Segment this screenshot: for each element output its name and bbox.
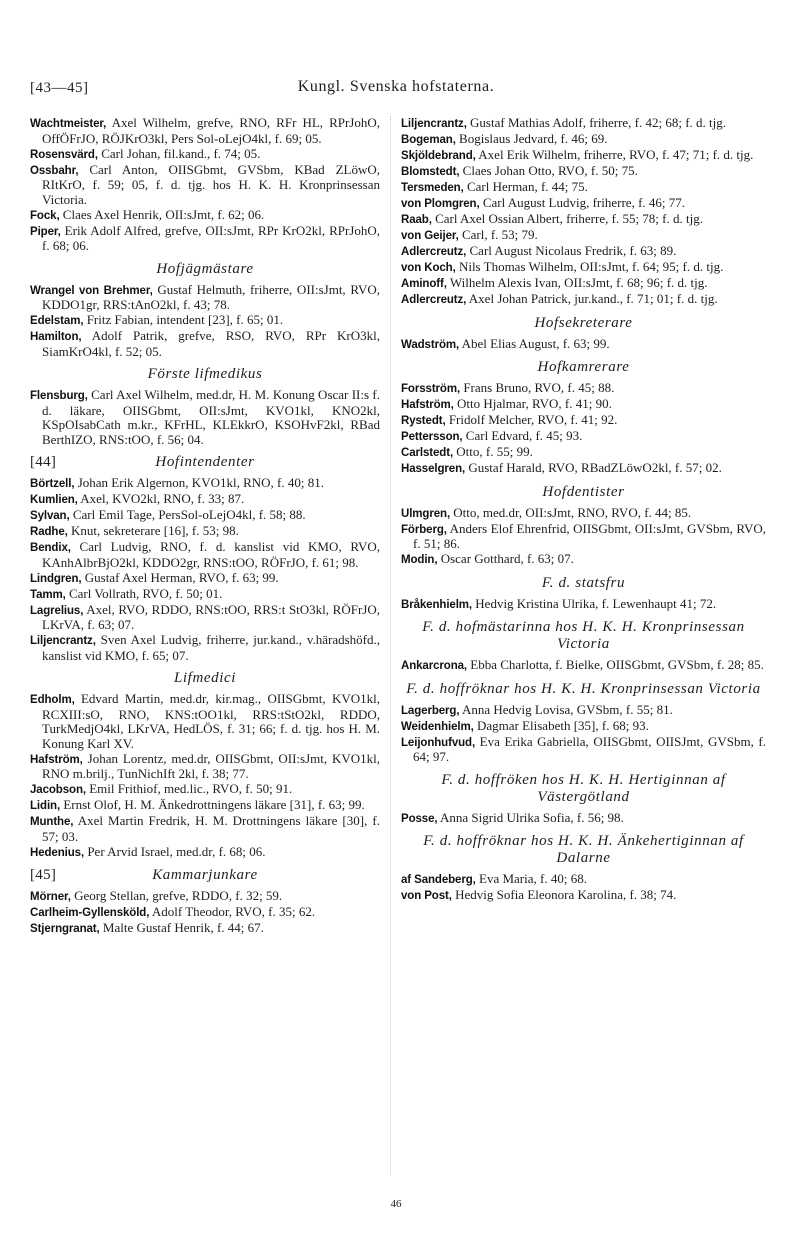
- entry-surname: Aminoff,: [401, 278, 447, 290]
- entry-details: Gustaf Mathias Adolf, friherre, f. 42; 68; f. d. tjg.: [466, 115, 727, 130]
- entry-details: Gustaf Axel Herman, RVO, f. 63; 99.: [81, 569, 279, 585]
- entry-surname: Mörner,: [30, 891, 71, 903]
- section-range: [43—45]: [30, 80, 89, 96]
- entry-surname: Wadström,: [401, 338, 460, 351]
- entry-details: Axel Martin Fredrik, H. M. Drottningens läkare [30], f. 57; 03.: [42, 813, 380, 844]
- entry-surname: Hafström,: [401, 399, 454, 411]
- register-entry: [30, 571, 380, 587]
- entry-surname: Liljencrantz,: [401, 118, 467, 130]
- register-entry: [401, 703, 766, 719]
- register-entry: [401, 337, 766, 353]
- entry-surname: Kumlien,: [30, 494, 78, 506]
- section-heading: [30, 670, 380, 687]
- section-heading-text: F. d. hoffröknar hos H. K. H. Änkehertiginnan af Dalarne: [423, 833, 744, 866]
- entry-surname: Hasselgren,: [401, 463, 466, 475]
- register-entry: [401, 228, 766, 244]
- register-entry: [30, 329, 380, 359]
- entry-details: Anna Hedvig Lovisa, GVSbm, f. 55; 81.: [459, 701, 673, 717]
- entry-details: Adolf Patrik, grefve, RSO, RVO, RPr KrO3kl, SiamKrO4kl, f. 52; 05.: [42, 328, 380, 359]
- register-entry: [401, 658, 766, 674]
- entry-surname: Sylvan,: [30, 510, 70, 522]
- register-entry: [401, 292, 766, 308]
- entry-surname: Bråkenhielm,: [401, 598, 473, 611]
- register-entry: [401, 196, 766, 212]
- register-entry: [30, 587, 380, 603]
- entry-surname: Hafström,: [30, 753, 83, 766]
- register-entry: [401, 445, 766, 461]
- section-heading: [30, 366, 380, 383]
- section-heading: [401, 484, 766, 501]
- register-entry: [30, 692, 380, 751]
- section-heading-text: F. d. hofmästarinna hos H. K. H. Kronprinsessan Victoria: [422, 619, 745, 652]
- entry-surname: Rosensvärd,: [30, 148, 98, 161]
- register-entry: [401, 148, 766, 164]
- right-column: [401, 116, 766, 904]
- section-heading-text: Hofdentister: [542, 483, 625, 500]
- register-entry: [30, 283, 380, 313]
- entry-surname: Rystedt,: [401, 415, 446, 427]
- register-entry: [401, 276, 766, 292]
- entry-details: Gustaf Helmuth, friherre, OII:sJmt, RVO, KDDO1gr, RRS:tAnO2kl, f. 43; 78.: [42, 281, 380, 312]
- entry-details: Axel Wilhelm, grefve, RNO, RFr HL, RPrJohO, OffÖFrJO, RÖJKrO3kl, Pers Sol-oLejO4kl, f. 69; 05.: [42, 115, 380, 146]
- entry-details: Hedvig Kristina Ulrika, f. Lewenhaupt 41; 72.: [472, 595, 717, 611]
- register-entry: [30, 814, 380, 844]
- register-entry: [401, 719, 766, 735]
- entry-surname: Lindgren,: [30, 572, 82, 585]
- entry-details: Eva Erika Gabriella, OIISGbmt, OIISJmt, GVSbm, f. 64; 97.: [413, 733, 766, 764]
- register-entry: [30, 313, 380, 329]
- entry-details: Carl Anton, OIISGbmt, GVSbm, KBad ZLöwO, RItKrO, f. 59; 05, f. d. tjg. hos H. K. H. Kronprinsessan Victoria.: [42, 161, 380, 207]
- register-entry: [30, 492, 380, 508]
- section-heading: [30, 867, 380, 884]
- entry-details: Sven Axel Ludvig, friherre, jur.kand., v.häradshöfd., kanslist vid KMO, f. 65; 07.: [42, 632, 380, 663]
- register-entry: [401, 522, 766, 552]
- register-entry: [30, 163, 380, 208]
- register-entry: [401, 212, 766, 228]
- entry-surname: Börtzell,: [30, 478, 75, 490]
- register-entry: [30, 508, 380, 524]
- entry-surname: Edelstam,: [30, 315, 84, 327]
- entry-surname: von Plomgren,: [401, 198, 480, 210]
- section-heading: [401, 575, 766, 592]
- entry-details: Frans Bruno, RVO, f. 45; 88.: [460, 380, 615, 395]
- section-heading-text: Lifmedici: [173, 670, 237, 686]
- entry-details: Otto Hjalmar, RVO, f. 41; 90.: [453, 396, 612, 411]
- register-entry: [30, 921, 380, 937]
- entry-surname: Pettersson,: [401, 431, 463, 443]
- register-entry: [401, 164, 766, 180]
- entry-details: Nils Thomas Wilhelm, OII:sJmt, f. 64; 95; f. d. tjg.: [455, 259, 724, 274]
- entry-details: Carl Axel Wilhelm, med.dr, H. M. Konung Oscar II:s f. d. läkare, OIISGbmt, OII:sJmt, KVO1kl, KNO2kl, KSpOIsabCath m.kr., KFrHL, KLEkkrO, KSOHvF2kl, RBad BerthIZO, RNS:tOO, f. 56; 04.: [42, 387, 380, 447]
- entry-surname: Ulmgren,: [401, 507, 451, 520]
- entry-surname: Blomstedt,: [401, 166, 460, 178]
- entry-surname: Liljencrantz,: [30, 635, 96, 647]
- entry-details: Knut, sekreterare [16], f. 53; 98.: [67, 523, 239, 538]
- entry-surname: Weidenhielm,: [401, 720, 474, 733]
- entry-details: Carl August Ludvig, friherre, f. 46; 77.: [479, 195, 686, 210]
- entry-surname: Ankarcrona,: [401, 660, 468, 672]
- register-entry: [30, 603, 380, 633]
- register-entry: [401, 381, 766, 397]
- entry-details: Anders Elof Ehrenfrid, OIISGbmt, OII:sJmt, GVSbm, RVO, f. 51; 86.: [413, 520, 766, 551]
- entry-surname: Raab,: [401, 214, 432, 226]
- page-title: Kungl. Svenska hofstaterna.: [297, 78, 495, 95]
- section-heading-text: Hofintendenter: [155, 454, 255, 470]
- entry-surname: Jacobson,: [30, 784, 86, 796]
- entry-surname: von Geijer,: [401, 230, 459, 242]
- entry-details: Johan Lorentz, med.dr, OIISGbmt, OII:sJmt, KVO1kl, RNO m.brilj., TunNichIft 2kl, f. 38; 77.: [42, 750, 380, 781]
- entry-surname: Fock,: [30, 209, 60, 222]
- entry-details: Axel, RVO, RDDO, RNS:tOO, RRS:t StO3kl, RÖFrJO, LKrVA, f. 63; 07.: [42, 601, 380, 632]
- entry-details: Erik Adolf Alfred, grefve, OII:sJmt, RPr KrO2kl, RPrJohO, f. 68; 06.: [42, 222, 380, 253]
- entry-details: Gustaf Harald, RVO, RBadZLöwO2kl, f. 57; 02.: [465, 460, 722, 475]
- entry-details: Otto, med.dr, OII:sJmt, RNO, RVO, f. 44; 85.: [450, 504, 692, 520]
- register-entry: [30, 524, 380, 540]
- entry-surname: Wrangel von Brehmer,: [30, 284, 153, 297]
- entry-surname: Munthe,: [30, 816, 74, 828]
- register-entry: [30, 540, 380, 570]
- entry-surname: von Koch,: [401, 262, 456, 274]
- section-heading-text: F. d. hoffröknar hos H. K. H. Kronprinsessan Victoria: [406, 680, 761, 697]
- section-heading-text: F. d. hoffröken hos H. K. H. Hertiginnan af Västergötland: [441, 771, 726, 805]
- register-entry: [30, 388, 380, 447]
- entry-surname: Carlheim-Gyllensköld,: [30, 907, 150, 919]
- entry-details: Wilhelm Alexis Ivan, OII:sJmt, f. 68; 96; f. d. tjg.: [446, 275, 708, 290]
- section-heading: [401, 619, 766, 653]
- left-column: [30, 116, 380, 937]
- register-entry: [401, 888, 766, 904]
- register-entry: [30, 208, 380, 224]
- entry-details: Fridolf Melcher, RVO, f. 41; 92.: [445, 412, 618, 427]
- entry-surname: Adlercreutz,: [401, 294, 467, 306]
- register-entry: [30, 116, 380, 146]
- entry-details: Carl Ludvig, RNO, f. d. kanslist vid KMO, RVO, KAnhAlbrBjO2kl, KDDO2gr, RNS:tOO, RÖFrJO, f. 61; 98.: [42, 539, 380, 570]
- entry-surname: von Post,: [401, 890, 452, 902]
- register-entry: [401, 244, 766, 260]
- entry-details: Otto, f. 55; 99.: [453, 444, 533, 459]
- section-heading: [401, 833, 766, 867]
- section-heading-text: Hofkamrerare: [537, 359, 630, 375]
- entry-details: Emil Frithiof, med.lic., RVO, f. 50; 91.: [85, 781, 293, 796]
- entry-surname: Modin,: [401, 554, 438, 566]
- section-heading-text: Hofjägmästare: [156, 260, 254, 277]
- register-entry: [401, 552, 766, 568]
- entry-surname: Piper,: [30, 225, 61, 238]
- entry-details: Axel Johan Patrick, jur.kand., f. 71; 01; f. d. tjg.: [466, 291, 718, 306]
- register-entry: [401, 461, 766, 477]
- entry-surname: Skjöldebrand,: [401, 150, 476, 162]
- entry-details: Georg Stellan, grefve, RDDO, f. 32; 59.: [70, 888, 283, 903]
- section-heading-text: Kammarjunkare: [152, 867, 258, 883]
- register-entry: [30, 905, 380, 921]
- entry-details: Anna Sigrid Ulrika Sofia, f. 56; 98.: [437, 809, 624, 825]
- entry-surname: af Sandeberg,: [401, 874, 476, 886]
- entry-details: Edvard Martin, med.dr, kir.mag., OIISGbmt, KVO1kl, RCXIII:sO, RNO, KNS:tOO1kl, RRS:tStO2kl, RDDO, TurkMedjO4kl, LKrVA, HedLÖS, f. 31; 66; f. d. tjg. hos H. M. Konung Karl XV.: [42, 691, 380, 751]
- entry-details: Abel Elias August, f. 63; 99.: [459, 335, 610, 351]
- entry-surname: Bendix,: [30, 542, 71, 554]
- entry-details: Carl Axel Ossian Albert, friherre, f. 55; 78; f. d. tjg.: [431, 211, 703, 226]
- register-entry: [401, 260, 766, 276]
- entry-details: Carl Herman, f. 44; 75.: [463, 179, 588, 194]
- entry-surname: Tersmeden,: [401, 182, 464, 194]
- entry-surname: Lagrelius,: [30, 604, 84, 617]
- section-heading-text: Hofsekreterare: [534, 314, 633, 331]
- register-entry: [401, 597, 766, 613]
- column-divider: [390, 116, 391, 1176]
- register-entry: [30, 752, 380, 782]
- entry-details: Malte Gustaf Henrik, f. 44; 67.: [99, 920, 264, 935]
- register-entry: [30, 476, 380, 492]
- entry-details: Dagmar Elisabeth [35], f. 68; 93.: [473, 717, 649, 733]
- entry-details: Ebba Charlotta, f. Bielke, OIISGbmt, GVSbm, f. 28; 85.: [467, 657, 764, 672]
- entry-surname: Lagerberg,: [401, 704, 460, 717]
- section-heading: [401, 315, 766, 332]
- register-entry: [401, 506, 766, 522]
- entry-details: Per Arvid Israel, med.dr, f. 68; 06.: [84, 843, 266, 859]
- register-entry: [401, 413, 766, 429]
- register-entry: [401, 872, 766, 888]
- section-heading-text: Förste lifmedikus: [147, 366, 263, 382]
- entry-surname: Posse,: [401, 812, 438, 825]
- entry-surname: Wachtmeister,: [30, 118, 107, 130]
- section-heading-text: F. d. statsfru: [541, 574, 626, 591]
- register-entry: [30, 798, 380, 814]
- section-heading: [401, 681, 766, 698]
- entry-surname: Radhe,: [30, 526, 68, 538]
- entry-details: Carl Johan, fil.kand., f. 74; 05.: [97, 145, 261, 161]
- section-heading: [401, 772, 766, 806]
- entry-details: Ernst Olof, H. M. Änkedrottningens läkare [31], f. 63; 99.: [60, 797, 365, 812]
- entry-surname: Carlstedt,: [401, 447, 454, 459]
- register-entry: [30, 147, 380, 163]
- register-entry: [30, 845, 380, 861]
- entry-surname: Leijonhufvud,: [401, 736, 476, 749]
- entry-surname: Förberg,: [401, 523, 447, 536]
- entry-details: Eva Maria, f. 40; 68.: [475, 871, 587, 886]
- register-entry: [401, 116, 766, 132]
- entry-surname: Tamm,: [30, 588, 66, 601]
- register-entry: [30, 224, 380, 254]
- entry-details: Carl, f. 53; 79.: [458, 227, 538, 242]
- register-entry: [401, 735, 766, 765]
- entry-surname: Lidin,: [30, 800, 61, 812]
- entry-details: Carl Vollrath, RVO, f. 50; 01.: [65, 585, 223, 601]
- register-entry: [401, 397, 766, 413]
- entry-details: Claes Johan Otto, RVO, f. 50; 75.: [459, 163, 638, 178]
- entry-surname: Adlercreutz,: [401, 246, 467, 258]
- entry-surname: Flensburg,: [30, 390, 88, 402]
- entry-details: Oscar Gotthard, f. 63; 07.: [437, 551, 574, 566]
- register-entry: [401, 811, 766, 827]
- entry-details: Bogislaus Jedvard, f. 46; 69.: [455, 131, 608, 146]
- entry-surname: Bogeman,: [401, 134, 456, 146]
- section-heading: [401, 359, 766, 376]
- entry-surname: Ossbahr,: [30, 164, 79, 177]
- section-heading: [30, 261, 380, 278]
- section-number: [44]: [30, 454, 57, 470]
- register-entry: [30, 889, 380, 905]
- entry-surname: Hedenius,: [30, 846, 85, 859]
- register-entry: [401, 132, 766, 148]
- entry-details: Carl Edvard, f. 45; 93.: [462, 428, 583, 443]
- entry-surname: Stjerngranat,: [30, 923, 100, 935]
- register-entry: [401, 429, 766, 445]
- entry-details: Claes Axel Henrik, OII:sJmt, f. 62; 06.: [59, 206, 265, 222]
- entry-details: Adolf Theodor, RVO, f. 35; 62.: [149, 904, 316, 919]
- entry-details: Axel, KVO2kl, RNO, f. 33; 87.: [77, 491, 245, 506]
- section-number: [45]: [30, 867, 57, 883]
- entry-details: Carl Emil Tage, PersSol-oLejO4kl, f. 58; 88.: [69, 507, 306, 522]
- entry-details: Fritz Fabian, intendent [23], f. 65; 01.: [83, 312, 284, 327]
- section-heading: [30, 454, 380, 471]
- register-entry: [401, 180, 766, 196]
- register-entry: [30, 782, 380, 798]
- entry-details: Johan Erik Algernon, KVO1kl, RNO, f. 40; 81.: [74, 475, 324, 490]
- register-entry: [30, 633, 380, 663]
- entry-surname: Forsström,: [401, 383, 461, 395]
- entry-surname: Hamilton,: [30, 331, 82, 343]
- entry-details: Hedvig Sofia Eleonora Karolina, f. 38; 74.: [451, 887, 677, 902]
- entry-surname: Edholm,: [30, 694, 75, 706]
- page-number: 46: [390, 1198, 402, 1210]
- entry-details: Axel Erik Wilhelm, friherre, RVO, f. 47; 71; f. d. tjg.: [475, 147, 754, 162]
- entry-details: Carl August Nicolaus Fredrik, f. 63; 89.: [466, 243, 677, 258]
